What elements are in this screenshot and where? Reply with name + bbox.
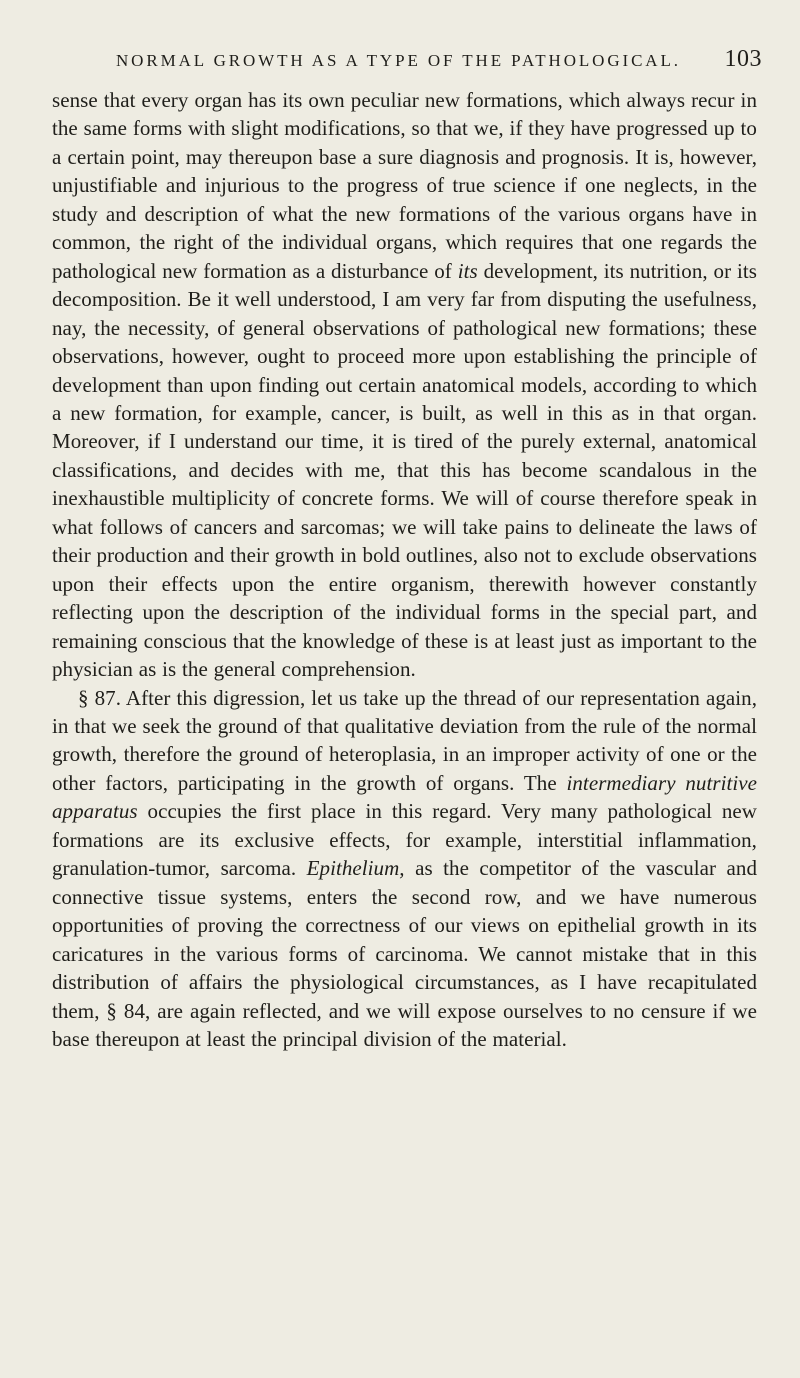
running-head (116, 46, 762, 81)
text-segment: § 87. After this digression, let us take up the thread of our representation again, in that we seek the ground of that qualitative deviation from the rule of the normal growth, therefore the ground of heteroplasia, in an improper activity of one or the other factors, participating in the growth of organs. The (52, 685, 757, 795)
page-number: 103 (724, 46, 762, 72)
italic-term: Epithelium, (306, 856, 405, 881)
paragraph-section-87 (52, 684, 757, 1054)
running-title: NORMAL GROWTH AS A TYPE OF THE PATHOLOGICAL. (116, 51, 681, 70)
body-text (52, 86, 757, 1053)
text-segment: occupies the first place in this regard. Very many pathological new formations are its exclusive effects, for example, interstitial inflammation, granulation-tumor, sarcoma. (52, 799, 757, 881)
italic-emphasis: its (457, 258, 478, 283)
text-segment: sense that every organ has its own peculiar new formations, which always recur in the same forms with slight modifications, so that we, if they have progressed up to a certain point, may thereupon base a sure diagnosis and prognosis. It is, however, unjustifiable and injurious to the progress of true science if one neglects, in the study and description of what the new formations of the various organs have in common, the right of the individual organs, which requires that one regards the pathological new formation as a disturbance of (52, 88, 757, 283)
text-segment: as the competitor of the vascular and connective tissue systems, enters the second row, and we have numerous opportunities of proving the correctness of our views on epithelial growth in its caricatures in the various forms of carcinoma. We cannot mistake that in this distribution of affairs the physiological circumstances, as I have recapitulated them, § 84, are again reflected, and we will expose ourselves to no censure if we base thereupon at least the principal division of the material. (52, 856, 757, 1051)
text-segment: development, its nutrition, or its decomposition. Be it well understood, I am very far from disputing the usefulness, nay, the necessity, of general observations of pathological new formations; these observations, however, ought to proceed more upon establishing the principle of development than upon finding out certain anatomical models, according to which a new formation, for example, cancer, is built, as well in this as in that organ. Moreover, if I understand our time, it is tired of the purely external, anatomical classifications, and decides with me, that this has become scandalous in the inexhaustible multiplicity of concrete forms. We will of course therefore speak in what follows of cancers and sarcomas; we will take pains to delineate the laws of their production and their growth in bold outlines, also not to exclude observations upon their effects upon the entire organism, therewith however constantly reflecting upon the description of the individual forms in the special part, and remaining conscious that the knowledge of these is at least just as important to the physician as is the general comprehension. (52, 258, 757, 682)
paragraph-continued (52, 86, 757, 684)
italic-term: intermediary nutritive apparatus (52, 770, 757, 824)
